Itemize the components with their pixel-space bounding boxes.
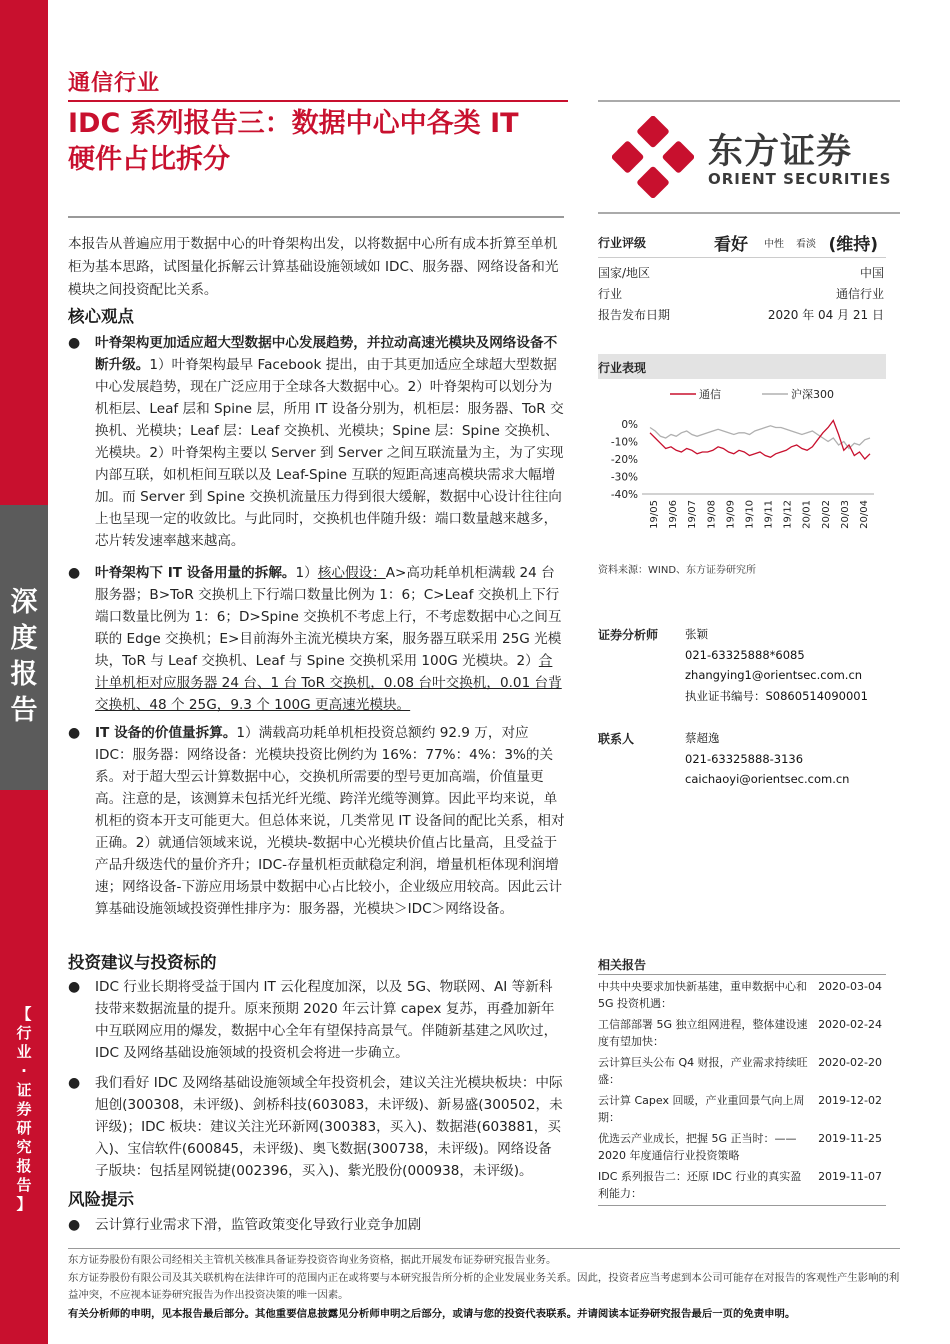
related-report-item[interactable]: 优选云产业成长，把握 5G 正当时：—— 2020 年度通信行业投资策略 2019-11-25 <box>598 1132 882 1162</box>
section-heading-core: 核心观点 <box>68 307 134 326</box>
analyst-license: 执业证书编号：S0860514090001 <box>685 689 868 703</box>
related-report-item[interactable]: 云计算 Capex 回暖，产业重回景气向上周期： 2019-12-02 <box>598 1094 882 1124</box>
x-tick-label: 19/10 <box>744 500 756 529</box>
logo-rule-top <box>598 100 900 102</box>
bullet-dot-icon: ● <box>68 1075 81 1091</box>
bullet-dot-icon: ● <box>68 335 81 351</box>
logo-text-cn: 东方证券 <box>708 132 853 172</box>
footer-line-1: 东方证券股份有限公司经相关主管机关核准具备证券投资咨询业务资格，据此开展发布证券研究报告业务。 <box>68 1254 557 1266</box>
x-tick-label: 19/11 <box>763 500 775 529</box>
rating-option-bearish: 看淡 <box>796 239 816 250</box>
title-rule <box>68 216 564 218</box>
rating-option-neutral: 中性 <box>764 239 784 250</box>
info-row-date: 报告发布日期 2020 年 04 月 21 日 <box>598 308 884 322</box>
invest-point-1: ● IDC 行业长期将受益于国内 IT 云化程度加深，以及 5G、物联网、AI 等新科技带来数据流量的提升。原来预期 2020 年云计算 capex 复苏，再叠加新年中互联网应用的爆发，数据中心全年有望保持高景气。伴随新基建之风吹过，IDC 及网络基础设施领域的投资机会将进一步确立。 <box>68 976 568 1066</box>
related-report-item[interactable]: IDC 系列报告二：还原 IDC 行业的真实盈利能力： 2019-11-07 <box>598 1170 882 1200</box>
contact-email[interactable]: caichaoyi@orientsec.com.cn <box>685 772 850 786</box>
x-tick-label: 20/03 <box>839 500 851 529</box>
sidebar-vertical-subtitle: 【 行 业 · 证 券 研 究 报 告 】 <box>16 1005 32 1213</box>
y-tick-label: 0% <box>621 419 638 431</box>
header-rule <box>68 100 568 102</box>
y-tick-label: -20% <box>610 454 638 466</box>
series-line-通信 <box>650 421 870 460</box>
legend-label-1: 沪深300 <box>791 388 834 401</box>
contact-name: 蔡超逸 <box>685 731 720 745</box>
x-tick-label: 19/05 <box>649 500 660 529</box>
analyst-phone: 021-63325888*6085 <box>685 648 805 662</box>
related-reports-title: 相关报告 <box>598 958 647 972</box>
left-sidebar-bar <box>0 0 48 1344</box>
rating-row <box>598 230 886 254</box>
sidebar-vertical-title: 深 度 报 告 <box>10 587 38 726</box>
x-tick-label: 19/09 <box>725 500 737 529</box>
x-tick-label: 19/07 <box>687 500 699 529</box>
abstract-paragraph: 本报告从普遍应用于数据中心的叶脊架构出发，以将数据中心所有成本折算至单机柜为基本思路，试图量化拆解云计算基础设施领域如 IDC、服务器、网络设备和光模块之间投资配比关系。 <box>68 236 559 298</box>
footer-line-3: 有关分析师的申明，见本报告最后部分。其他重要信息披露见分析师申明之后部分，或请与您的投资代表联系。并请阅读本证券研究报告最后一页的免责申明。 <box>68 1308 796 1320</box>
rating-label: 行业评级 <box>598 236 647 250</box>
footer-rule <box>68 1248 900 1249</box>
x-tick-label: 19/12 <box>782 500 794 529</box>
x-tick-label: 19/06 <box>668 500 680 529</box>
analyst-name: 张颖 <box>685 627 708 641</box>
logo-text-en: ORIENT SECURITIES <box>708 170 892 188</box>
related-divider-bottom <box>598 1205 886 1206</box>
legend-label-0: 通信 <box>699 388 721 401</box>
section-heading-invest: 投资建议与投资标的 <box>68 953 217 972</box>
x-tick-label: 19/08 <box>706 500 718 529</box>
industry-label: 通信行业 <box>68 71 161 96</box>
related-divider-top <box>598 974 886 975</box>
orient-securities-logo-icon <box>612 116 694 198</box>
rating-divider <box>598 257 886 258</box>
related-report-item[interactable]: 工信部部署 5G 独立组网进程，整体建设速度有望加快： 2020-02-24 <box>598 1018 882 1048</box>
core-point-1: ● 叶脊架构更加适应超大型数据中心发展趋势，并拉动高速光模块及网络设备不断升级。1）叶脊架构最早 Facebook 提出，由于其更加适应全球超大型数据中心发展趋势，现在广泛应用于全球各大数据中心。2）叶脊架构可以划分为机柜层、Leaf 层和 Spine 层，所用 IT 设备分别为，机柜层：服务器、ToR 交换机、光模块；Leaf 层：Leaf 交换机、光模块；Spine 层：Spine 交换机、光模块。2）叶脊架构主要以 Server 到 Server 之间互联流量为主，为了实现内部互联，如机柜间互联以及 Leaf-Spine 互联的短距高速高模块需求大幅增加。而 Server 到 Spine 交换机流量压力得到很大缓解，数据中心设计往往向上也呈现一定的收敛比。与此同时，交换机也伴随升级：端口数量越来越多，芯片转发速率越来越高。 <box>68 332 568 554</box>
invest-point-2: ● 我们看好 IDC 及网络基础设施领域全年投资机会，建议关注光模块板块：中际旭创(300308，未评级)、剑桥科技(603083，未评级)、新易盛(300502，未评级)；IDC 板块：建议关注光环新网(300383，买入)、数据港(603881，买入)、宝信软件(600845，未评级)、奥飞数据(300738，未评级)。网络设备子版块：包括星网锐捷(002396，买入)、紫光股份(000938，未评级)。 <box>68 1072 568 1184</box>
rating-maintain: (维持) <box>828 235 878 255</box>
footer-line-2: 东方证券股份有限公司及其关联机构在法律许可的范围内正在或将要与本研究报告所分析的企业发展业务关系。因此，投资者应当考虑到本公司可能存在对报告的客观性产生影响的利益冲突，不应视本证券研究报告为作出投资决策的唯一因素。 <box>68 1272 900 1301</box>
bullet-dot-icon: ● <box>68 725 81 741</box>
analyst-email[interactable]: zhangying1@orientsec.com.cn <box>685 668 863 682</box>
y-tick-label: -40% <box>610 489 638 501</box>
related-report-item[interactable]: 云计算巨头公布 Q4 财报，产业需求持续旺盛： 2020-02-20 <box>598 1056 882 1086</box>
y-tick-label: -10% <box>610 436 638 449</box>
related-report-item[interactable]: 中共中央要求加快新基建，重申数据中心和 5G 投资机遇： 2020-03-04 <box>598 980 882 1010</box>
performance-chart <box>598 380 886 560</box>
logo-rule-bottom <box>598 212 900 214</box>
risk-point-1: ● 云计算行业需求下滑，监管政策变化导致行业竞争加剧 <box>68 1214 568 1238</box>
rating-main: 看好 <box>714 235 748 255</box>
info-row-region: 国家/地区 中国 <box>598 266 884 280</box>
x-tick-label: 20/02 <box>820 500 832 529</box>
bullet-dot-icon: ● <box>68 979 81 995</box>
contact-phone: 021-63325888-3136 <box>685 752 804 766</box>
core-point-3: ● IT 设备的价值量拆算。1）满载高功耗单机柜投资总额约 92.9 万，对应 IDC：服务器：网络设备：光模块投资比例约为 16%：77%：4%：3%的关系。对于超大型云计算数据中心，交换机所需要的型号更加高端，价值量更高。注意的是，该测算未包括光纤光缆、跨洋光缆等测算。因此平均来说，单机柜的资本开支可能更大。但总体来说，几类常见 IT 设备间的配比关系，相对正确。2）就通信领域来说，光模块-数据中心光模块价值占比量高，且受益于产品升级迭代的量价齐升；IDC-存量机柜贡献稳定利润，增量机柜体现利润增速；网络设备-下游应用场景中数据中心占比较小，企业级应用较高。因此云计算基础设施领域投资弹性排序为：服务器，光模块＞IDC＞网络设备。 <box>68 722 568 944</box>
bullet-dot-icon: ● <box>68 565 81 581</box>
x-tick-label: 20/01 <box>801 500 813 529</box>
info-row-industry: 行业 通信行业 <box>598 287 884 301</box>
contact-label: 联系人 <box>598 732 635 746</box>
performance-title: 行业表现 <box>598 354 886 379</box>
analyst-label: 证券分析师 <box>598 628 659 642</box>
report-title: IDC 系列报告三：数据中心中各类 IT 硬件占比拆分 <box>68 108 519 175</box>
chart-source: 资料来源：WIND、东方证券研究所 <box>598 565 757 576</box>
x-tick-label: 20/04 <box>859 500 870 529</box>
core-point-2: ● 叶脊架构下 IT 设备用量的拆解。1）核心假设：A>高功耗单机柜满载 24 台服务器；B>ToR 交换机上下行端口数量比例为 1：6；C>Leaf 交换机上下行端口数量比例为 1：6；D>Spine 交换机不考虑上行，不考虑数据中心之间互联的 Edge 交换机；E>目前海外主流光模块方案，服务器互联采用 25G 光模块，ToR 与 Leaf 交换机、Leaf 与 Spine 交换机采用 100G 光模块。2）合计单机柜对应服务器 24 台、1 台 ToR 交换机，0.08 台叶交换机，0.01 台背交换机、48 个 25G，9.3 个 100G 更高速光模块。 <box>68 562 568 716</box>
y-tick-label: -30% <box>610 471 638 484</box>
bullet-dot-icon: ● <box>68 1217 81 1233</box>
section-heading-risk: 风险提示 <box>68 1190 134 1209</box>
